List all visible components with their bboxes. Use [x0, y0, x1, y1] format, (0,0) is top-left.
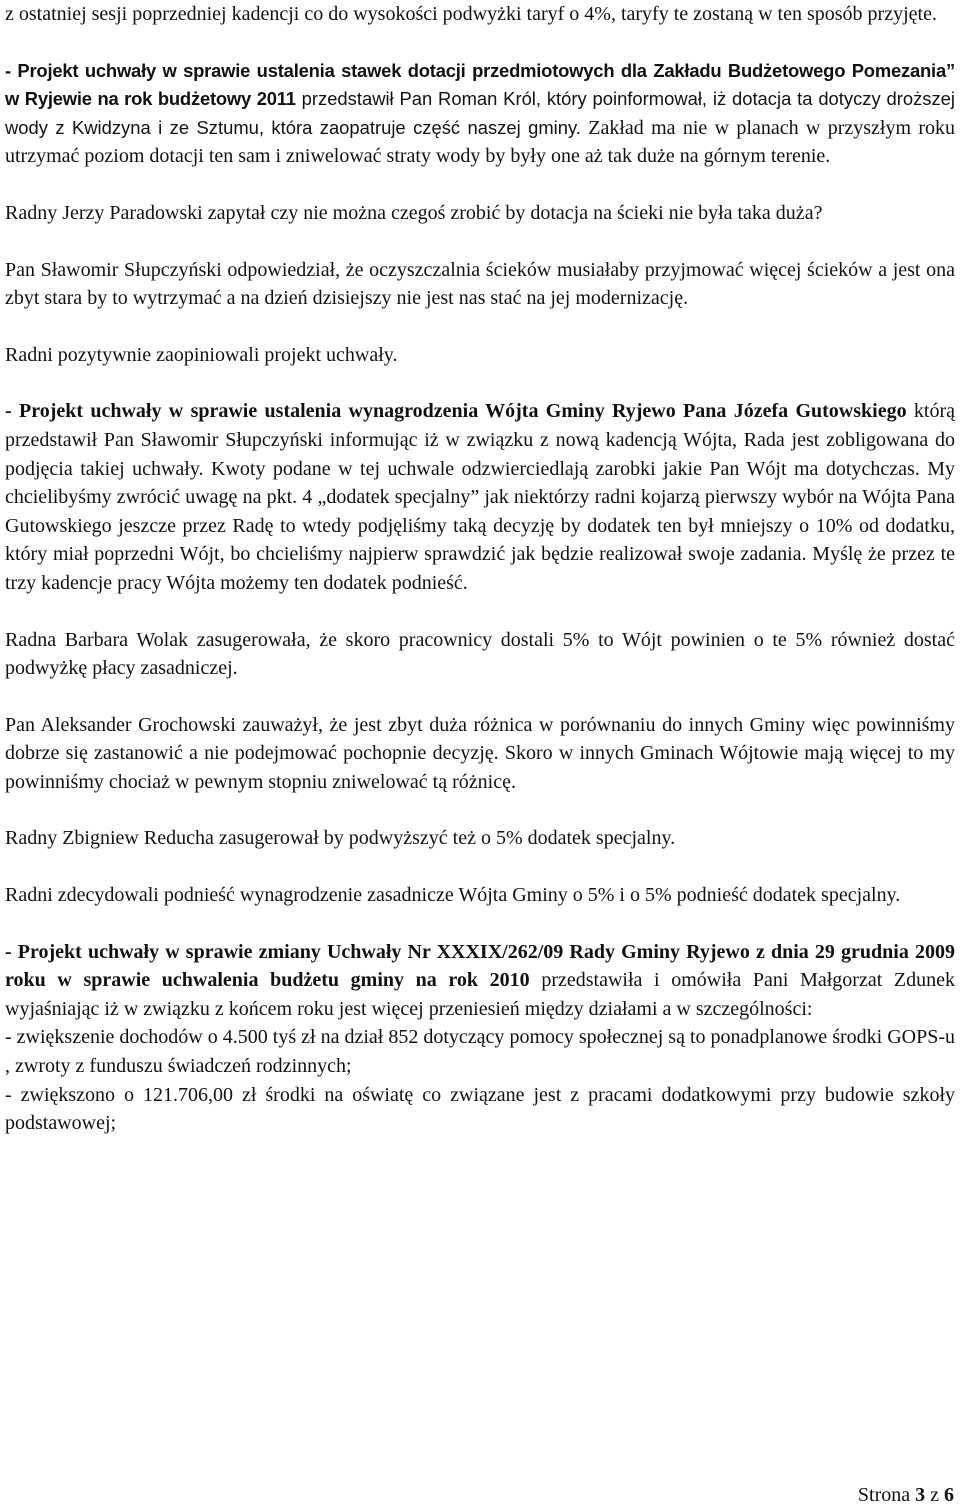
reducha-paragraph: Radny Zbigniew Reducha zasugerował by podwyższyć też o 5% dodatek specjalny. — [5, 827, 676, 850]
item-wynagrodzenie-text: którą przedstawił Pan Sławomir Słupczyński informując iż w związku z nową kadencją Wójta, Rada jest zobligowana do podjęcia takiej uchwały. Kwoty podane w tej uchwale odzwierciedlają zarobki jakie Pan Wójt ma dotychczas. My chcielibyśmy zwrócić uwagę na pkt. 4 „dodatek specjalny” jak niektórzy radni kojarzą pierwszy wybór na Wójta Pana Gutowskiego jeszcze przez Radę to wtedy podjęliśmy taką decyzję by dodatek ten był mniejszy o 10% od dodatku, który miał poprzedni Wójt, bo chcieliśmy najpierw sprawdzić jak będzie realizował swoje zadania. Myślę że przez te trzy kadencje pracy Wójta możemy ten dodatek podnieść. — [5, 400, 955, 594]
wolak-paragraph: Radna Barbara Wolak zasugerowała, że skoro pracownicy dostali 5% to Wójt powinien o te 5% również dostać podwyżkę płacy zasadniczej. — [5, 628, 955, 680]
footer-page-number: 3 — [915, 1484, 926, 1506]
grochowski-paragraph: Pan Aleksander Grochowski zauważył, że jest zbyt duża różnica w porównaniu do innych Gminy więc powinniśmy dobrze się zastanowić a nie podejmować pochopnie decyzję. Skoro w innych Gminach Wójtowie mają więcej to my powinniśmy chociaż w pewnym stopniu zniwelować tą różnicę. — [5, 713, 955, 793]
item-budzet-paragraph — [5, 938, 955, 1024]
slupczynski-paragraph: Pan Sławomir Słupczyński odpowiedział, że oczyszczalnia ścieków musiałaby przyjmować więcej ścieków a jest ona zbyt stara by to wytrzymać a na dzień dzisiejszy nie jest nas stać na jej modernizację. — [5, 258, 955, 310]
item-budzet-heading: - Projekt uchwały w sprawie zmiany Uchwały Nr XXXIX/262/09 Rady Gminy Ryjewo z dnia 29 grudnia 2009 roku w sprawie uchwalenia budżetu gminy na rok 2010 — [5, 940, 955, 992]
radni-opinion-paragraph: Radni pozytywnie zaopiniowali projekt uchwały. — [5, 343, 398, 366]
item-wynagrodzenie-heading: - Projekt uchwały w sprawie ustalenia wynagrodzenia Wójta Gminy Ryjewo Pana Józefa Gutowskiego — [5, 400, 907, 423]
footer-page-total: 6 — [944, 1484, 954, 1506]
item-pomezania-paragraph — [5, 57, 955, 171]
budzet-bullet-1: - zwiększenie dochodów o 4.500 tyś zł na dział 852 dotyczący pomocy społecznej są to ponadplanowe środki GOPS-u , zwroty z funduszu świadczeń rodzinnych; — [5, 1026, 955, 1078]
footer-separator: z — [925, 1484, 944, 1506]
footer-prefix: Strona — [857, 1484, 916, 1506]
radni-decision-paragraph: Radni zdecydowali podnieść wynagrodzenie zasadnicze Wójta Gminy o 5% i o 5% podnieść dodatek specjalny. — [5, 884, 901, 907]
budzet-bullet-2: - zwiększono o 121.706,00 zł środki na oświatę co związane jest z pracami dodatkowymi przy budowie szkoły podstawowej; — [5, 1083, 955, 1135]
paradowski-paragraph: Radny Jerzy Paradowski zapytał czy nie można czegoś zrobić by dotacja na ścieki nie była taka duża? — [5, 201, 823, 224]
item-pomezania-text-serif: Zakład ma nie w planach w przyszłym roku utrzymać poziom dotacji ten sam i zniwelować straty wody by były one aż tak duże na górnym terenie. — [5, 116, 955, 168]
item-wynagrodzenie-paragraph — [5, 397, 955, 597]
item-budzet-text: przedstawiła i omówiła Pani Małgorzat Zdunek wyjaśniając iż w związku z końcem roku jest więcej przeniesień między działami a w szczególności: — [5, 969, 955, 1020]
item-pomezania-text-sans: przedstawił Pan Roman Król, który poinformował, iż dotacja ta dotyczy droższej wody z Kwidzyna i ze Sztumu, która zaopatruje część naszej gminy. — [5, 88, 955, 138]
intro-paragraph: z ostatniej sesji poprzedniej kadencji co do wysokości podwyżki taryf o 4%, taryfy te zostaną w ten sposób przyjęte. — [5, 3, 937, 25]
item-pomezania-heading: - Projekt uchwały w sprawie ustalenia stawek dotacji przedmiotowych dla Zakładu Budżetowego Pomezania” w Ryjewie na rok budżetowy 2011 — [5, 59, 955, 110]
document-page — [5, 0, 955, 1138]
page-footer — [858, 1484, 954, 1507]
